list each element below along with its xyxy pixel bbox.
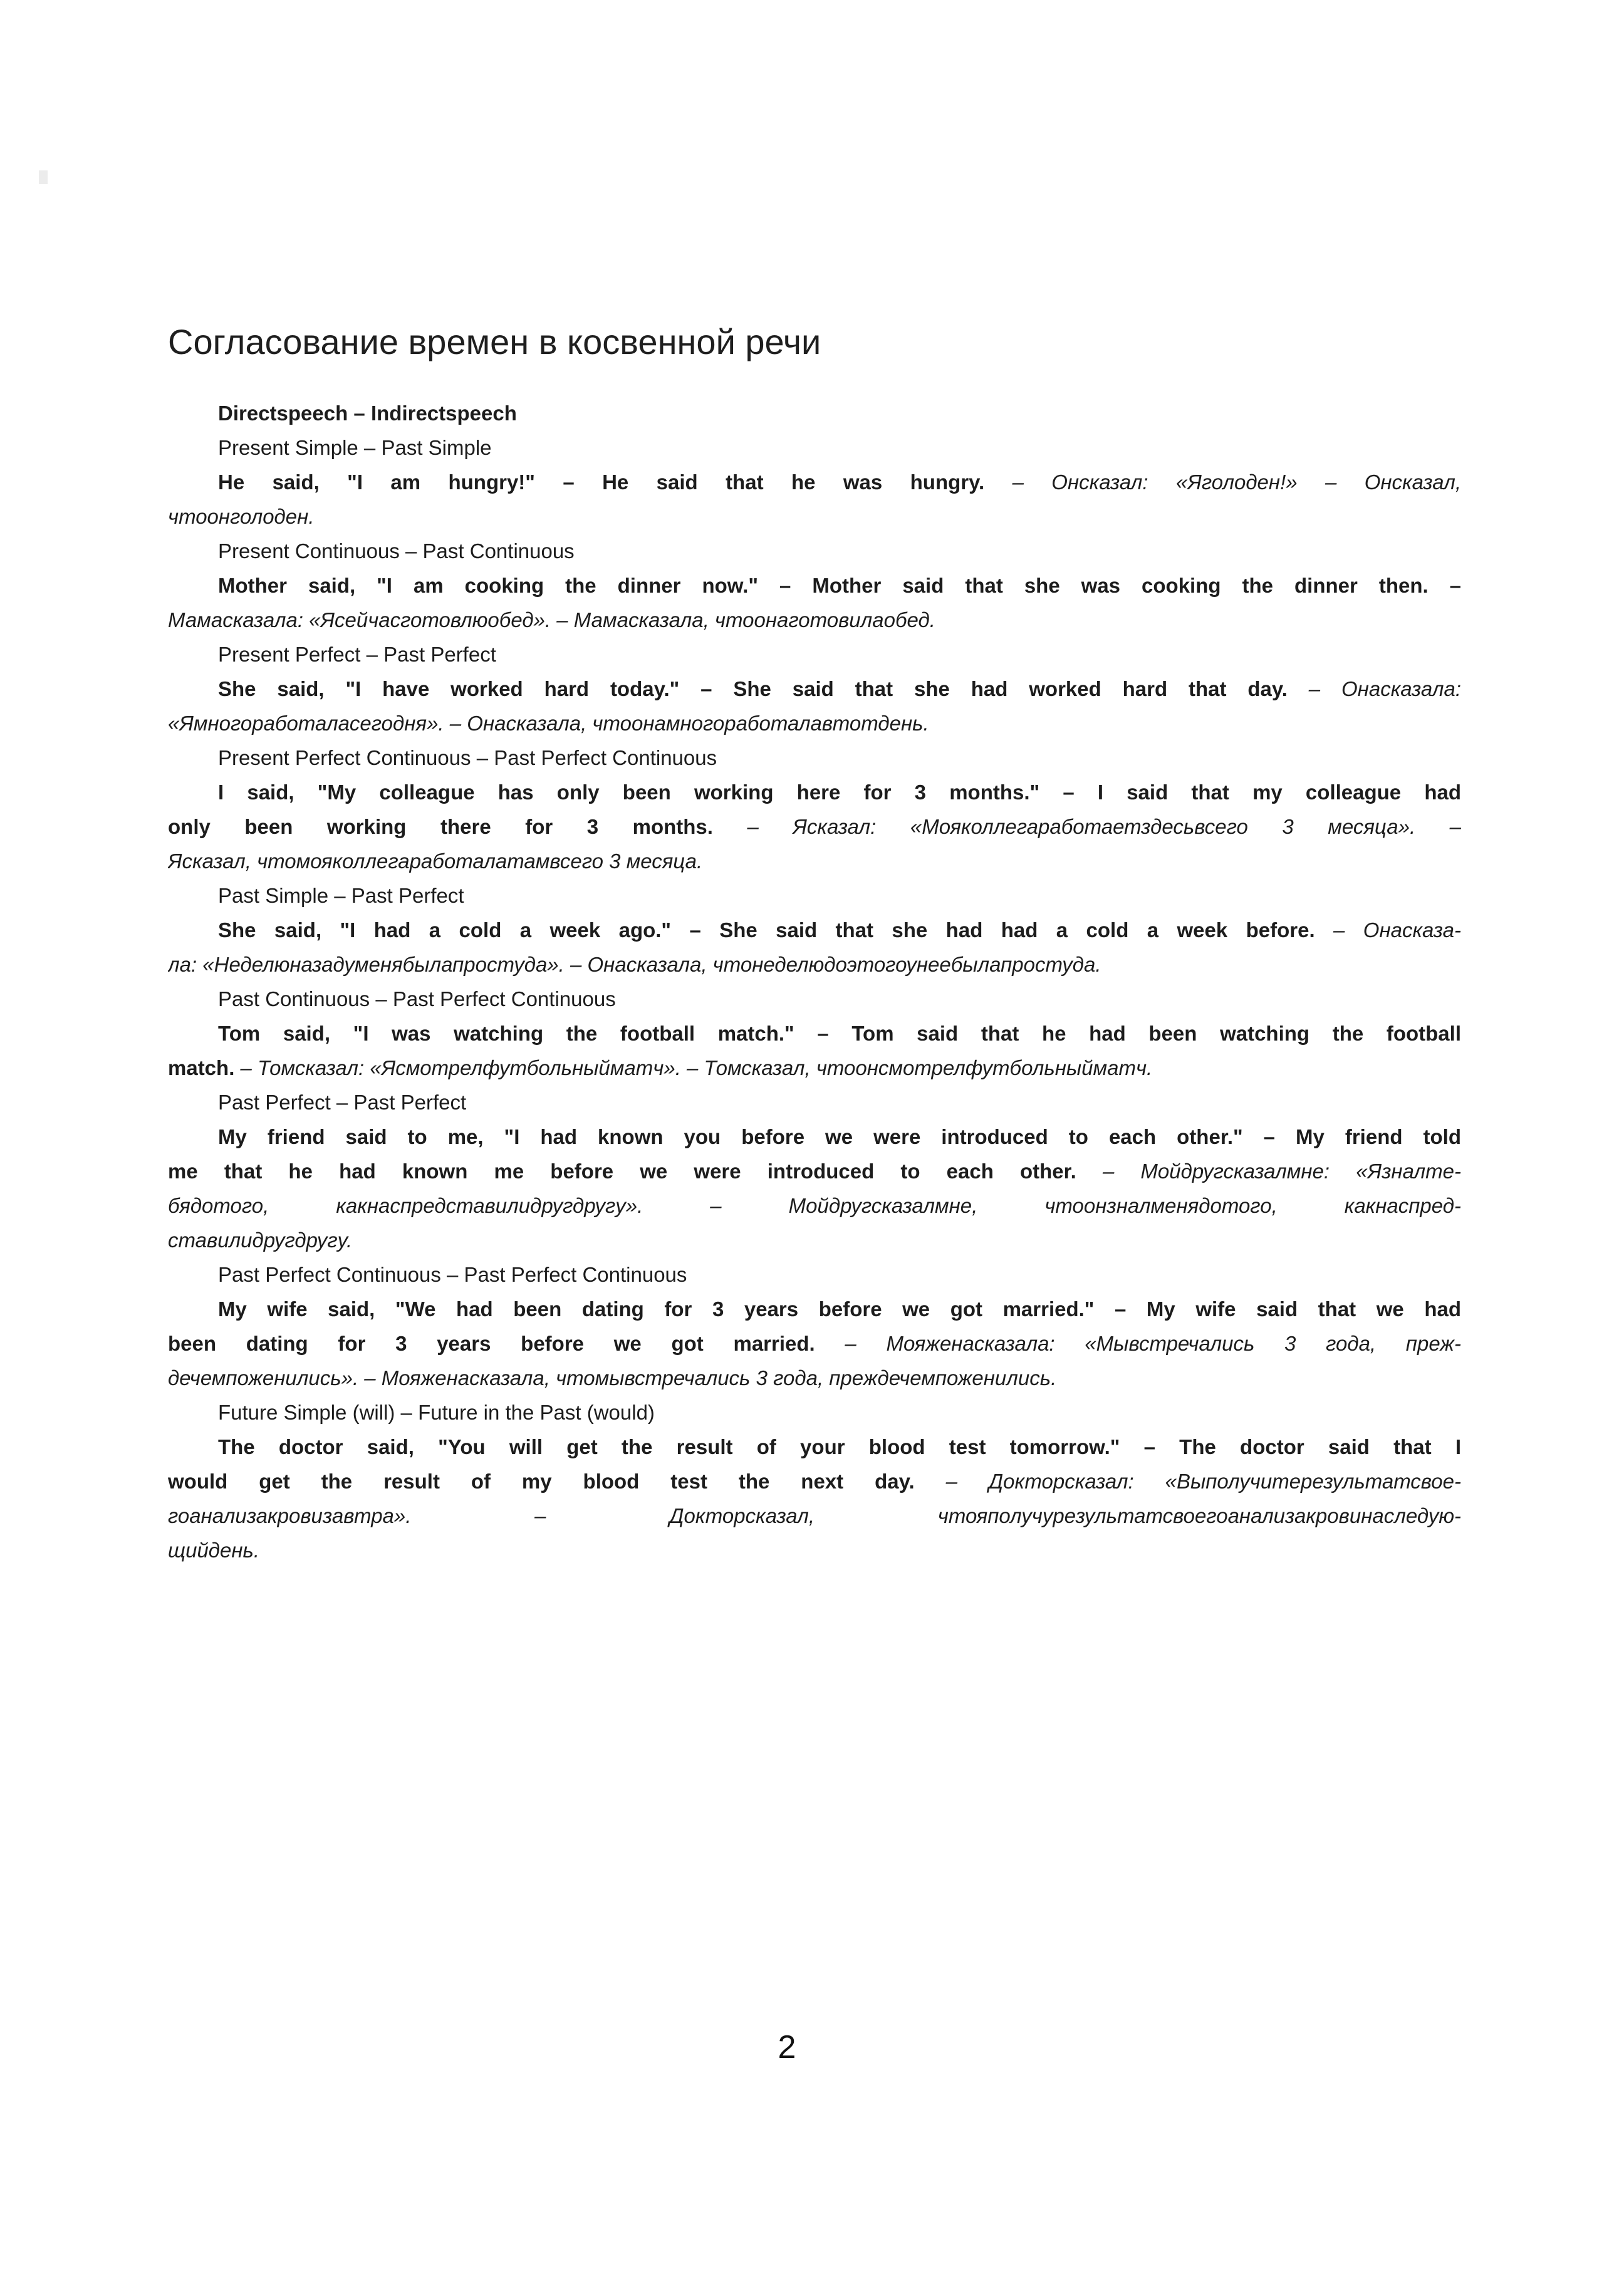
text-segment: The doctor said, "You will get the result of your blood test tomorrow." – The doctor said that I <box>218 1435 1461 1458</box>
text-segment: гоанализакровизавтра». – Докторсказал, чтояполучурезультатсвоегоанализакровинаследую- <box>168 1504 1461 1527</box>
paragraph <box>168 1395 1461 1430</box>
text-segment: Мамасказала: «Ясейчасготовлюобед». – Мамасказала, чтоонаготовилаобед. <box>168 608 935 631</box>
text-line <box>168 844 1461 878</box>
text-segment: Past Perfect – Past Perfect <box>218 1091 467 1114</box>
text-segment: ставилидругдругу. <box>168 1229 353 1252</box>
text-line <box>168 534 1461 568</box>
text-segment: My wife said, "We had been dating for 3 years before we got married." – My wife said that we had <box>218 1297 1461 1321</box>
text-segment: match. <box>168 1056 235 1079</box>
text-segment: – Ясказал: «Мояколлегаработаетздесьвсего 3 месяца». – <box>712 815 1461 838</box>
paragraph <box>168 534 1461 568</box>
text-line <box>168 1223 1461 1257</box>
paragraph <box>168 913 1461 982</box>
paragraph <box>168 1119 1461 1257</box>
paragraph <box>168 1430 1461 1567</box>
text-line <box>168 775 1461 809</box>
page-title: Согласование времен в косвенной речи <box>168 321 821 361</box>
text-line <box>168 1188 1461 1223</box>
text-segment: – Докторсказал: «Выполучитерезультатсвое- <box>914 1470 1461 1493</box>
text-line <box>168 913 1461 947</box>
paragraph <box>168 1085 1461 1119</box>
text-segment: Mother said, "I am cooking the dinner now." – Mother said that she was cooking the dinner then. – <box>218 574 1461 597</box>
paragraph <box>168 982 1461 1016</box>
text-line <box>168 1085 1461 1119</box>
text-segment: She said, "I had a cold a week ago." – She said that she had had a cold a week before. <box>218 918 1315 942</box>
document-body <box>168 396 1461 1567</box>
paragraph <box>168 775 1461 878</box>
text-segment: Past Perfect Continuous – Past Perfect Continuous <box>218 1263 687 1286</box>
text-line <box>168 982 1461 1016</box>
text-line <box>168 1395 1461 1430</box>
text-segment: Future Simple (will) – Future in the Past (would) <box>218 1401 655 1424</box>
text-segment: Present Simple – Past Simple <box>218 436 492 459</box>
text-line <box>168 499 1461 534</box>
paragraph <box>168 465 1461 534</box>
paragraph <box>168 1292 1461 1395</box>
paragraph <box>168 396 1461 430</box>
text-line <box>168 1430 1461 1464</box>
text-segment: – Онасказа- <box>1314 918 1461 942</box>
text-segment: Past Simple – Past Perfect <box>218 884 464 907</box>
text-segment: бядотого, какнаспредставилидругдругу». – Мойдругсказалмне, чтоонзналменядотого, какнаспред- <box>168 1194 1461 1217</box>
text-segment: щийдень. <box>168 1539 260 1562</box>
text-line <box>168 947 1461 982</box>
text-line <box>168 603 1461 637</box>
text-segment: чтоонголоден. <box>168 505 315 528</box>
text-line <box>168 1154 1461 1188</box>
text-segment: – Томсказал: «Ясмотрелфутбольныйматч». – Томсказал, чтоонсмотрелфутбольныйматч. <box>234 1056 1153 1079</box>
paragraph <box>168 1016 1461 1085</box>
text-segment: My friend said to me, "I had known you before we were introduced to each other." – My friend told <box>218 1125 1461 1148</box>
text-segment: Present Perfect – Past Perfect <box>218 643 496 666</box>
text-line <box>168 568 1461 603</box>
text-segment: – Мойдругсказалмне: «Язналте- <box>1076 1160 1461 1183</box>
text-line <box>168 1464 1461 1499</box>
text-segment: been dating for 3 years before we got married. <box>168 1332 815 1355</box>
text-line <box>168 465 1461 499</box>
paragraph <box>168 740 1461 775</box>
text-line <box>168 706 1461 740</box>
text-segment: дечемпоженились». – Мояженасказала, чтомывстречались 3 года, преждечемпоженились. <box>168 1366 1057 1390</box>
text-segment: Present Perfect Continuous – Past Perfect Continuous <box>218 746 717 769</box>
text-segment: me that he had known me before we were introduced to each other. <box>168 1160 1076 1183</box>
text-line <box>168 1533 1461 1567</box>
page-number: 2 <box>778 2029 796 2065</box>
paragraph <box>168 637 1461 672</box>
text-line <box>168 1326 1461 1361</box>
text-line <box>168 1051 1461 1085</box>
text-segment: – Онсказал: «Яголоден!» – Онсказал, <box>984 470 1461 494</box>
text-segment: would get the result of my blood test the next day. <box>168 1470 915 1493</box>
text-line <box>168 1361 1461 1395</box>
paragraph <box>168 430 1461 465</box>
text-segment: Ясказал, чтомояколлегаработалатамвсего 3 месяца. <box>168 849 703 873</box>
text-line <box>168 672 1461 706</box>
text-segment: Present Continuous – Past Continuous <box>218 539 575 563</box>
text-line <box>168 1499 1461 1533</box>
text-line <box>168 809 1461 844</box>
text-segment: – Онасказала: <box>1287 677 1461 700</box>
text-segment: Tom said, "I was watching the football match." – Tom said that he had been watching the football <box>218 1022 1461 1045</box>
text-segment: I said, "My colleague has only been working here for 3 months." – I said that my colleague had <box>218 781 1461 804</box>
paragraph <box>168 1257 1461 1292</box>
text-line <box>168 740 1461 775</box>
paragraph <box>168 568 1461 637</box>
scan-artifact <box>39 170 48 184</box>
text-segment: ла: «Неделюназадуменябылапростуда». – Онасказала, чтонеделюдоэтогоунеебылапростуда. <box>168 953 1101 976</box>
text-line <box>168 1292 1461 1326</box>
text-line <box>168 637 1461 672</box>
text-segment: She said, "I have worked hard today." – She said that she had worked hard that day. <box>218 677 1288 700</box>
text-line <box>168 430 1461 465</box>
paragraph <box>168 672 1461 740</box>
paragraph <box>168 878 1461 913</box>
text-line <box>168 878 1461 913</box>
text-line <box>168 1257 1461 1292</box>
text-segment: only been working there for 3 months. <box>168 815 713 838</box>
text-line <box>168 1016 1461 1051</box>
text-line <box>168 396 1461 430</box>
text-segment: Directspeech – Indirectspeech <box>218 402 517 425</box>
text-segment: «Ямногоработаласегодня». – Онасказала, чтоонамногоработалавтотдень. <box>168 712 929 735</box>
text-segment: He said, "I am hungry!" – He said that he was hungry. <box>218 470 985 494</box>
text-segment: Past Continuous – Past Perfect Continuous <box>218 987 616 1010</box>
text-line <box>168 1119 1461 1154</box>
text-segment: – Мояженасказала: «Мывстречались 3 года, преж- <box>815 1332 1461 1355</box>
